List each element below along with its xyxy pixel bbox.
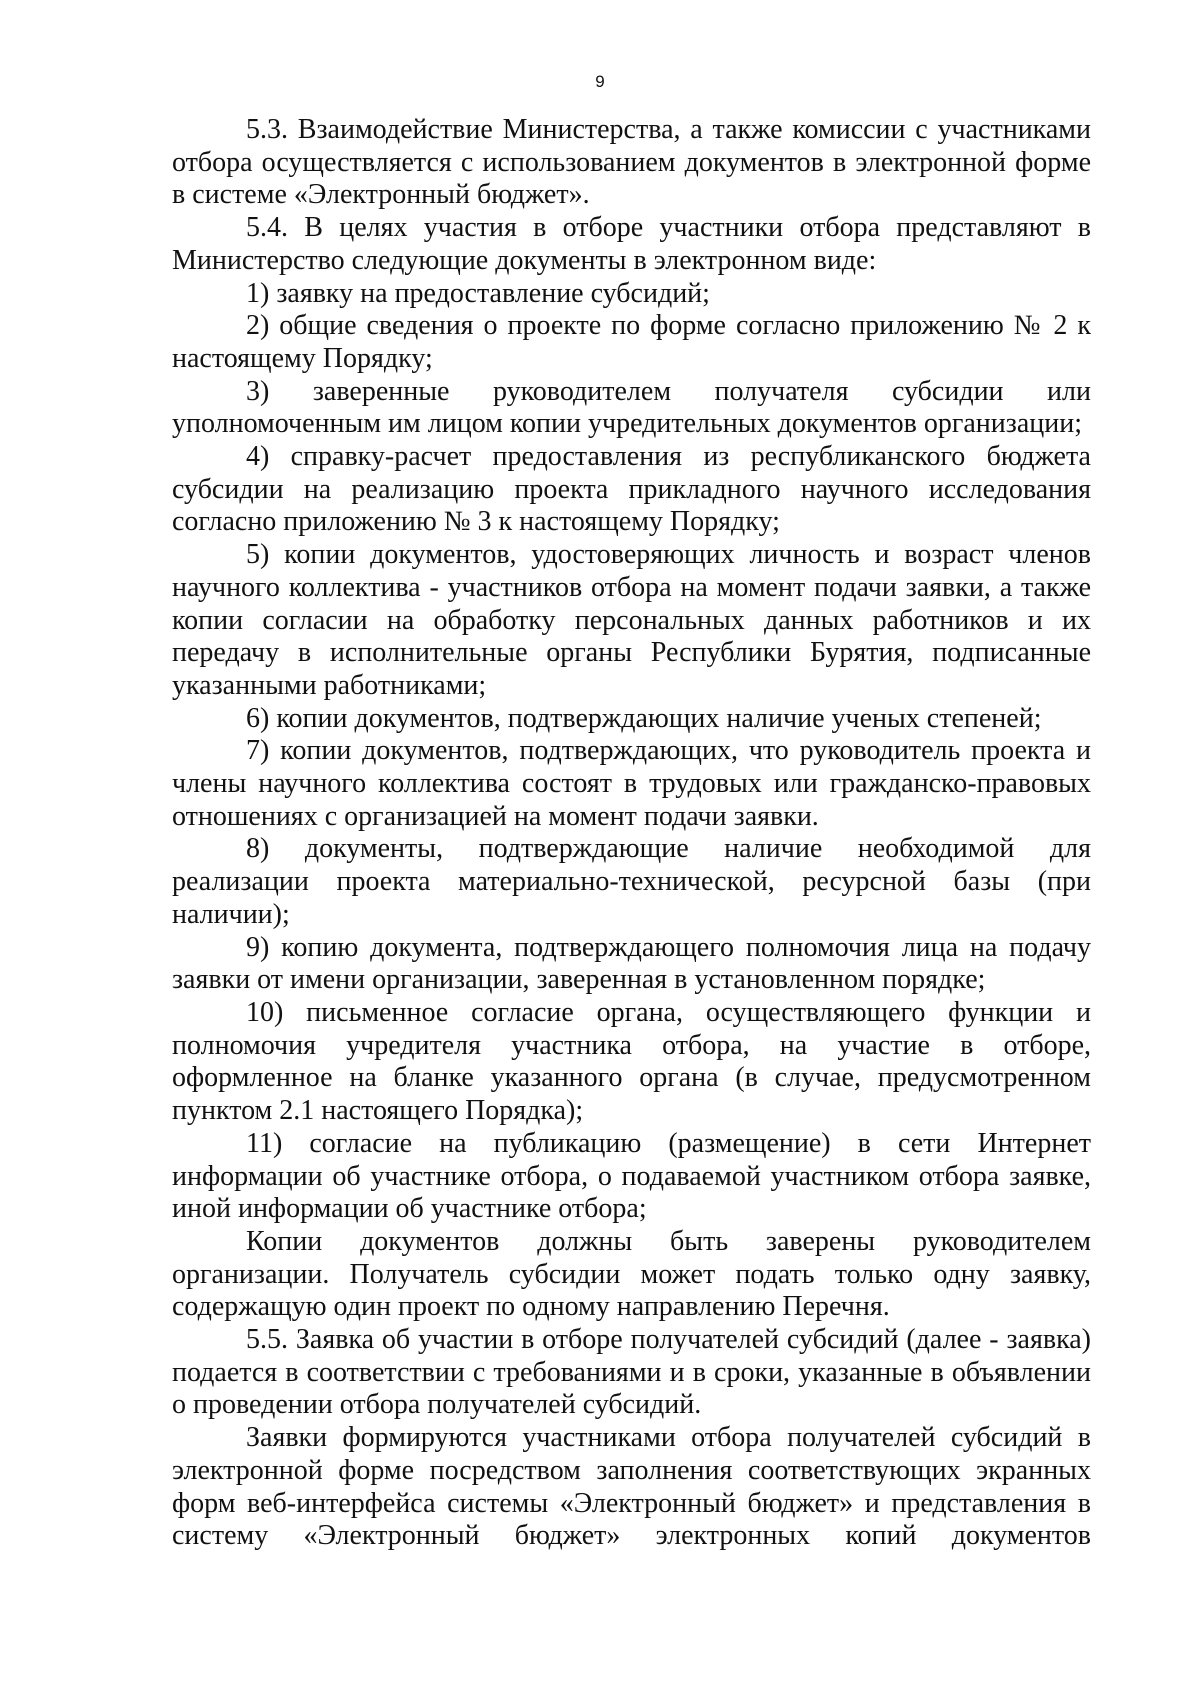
list-item-9: 9) копию документа, подтверждающего полномочия лица на подачу заявки от имени организации, заверенная в установленном порядке; <box>172 931 1091 996</box>
list-item-10: 10) письменное согласие органа, осуществляющего функции и полномочия учредителя участника отбора, на участие в отборе, оформленное на бланке указанного органа (в случае, предусмотренном пунктом 2.1 настоящего Порядка); <box>172 996 1091 1127</box>
list-item-8: 8) документы, подтверждающие наличие необходимой для реализации проекта материально-технической, ресурсной базы (при наличии); <box>172 833 1091 930</box>
list-item-4: 4) справку-расчет предоставления из республиканского бюджета субсидии на реализацию проекта прикладного научного исследования согласно приложению № 3 к настоящему Порядку; <box>172 441 1091 538</box>
page-number: 9 <box>595 72 605 91</box>
document-body <box>172 114 1091 1553</box>
list-item-5: 5) копии документов, удостоверяющих личность и возраст членов научного коллектива - участников отбора на момент подачи заявки, а также копии согласии на обработку персональных данных работников и их передачу в исполнительные органы Республики Бурятия, подписанные указанными работниками; <box>172 539 1091 701</box>
list-item-2: 2) общие сведения о проекте по форме согласно приложению № 2 к настоящему Порядку; <box>172 310 1091 374</box>
list-item-6: 6) копии документов, подтверждающих наличие ученых степеней; <box>246 702 1042 734</box>
applications-formation-paragraph: Заявки формируются участниками отбора получателей субсидий в электронной форме посредством заполнения соответствующих экранных форм веб-интерфейса системы «Электронный бюджет» и представления в систему «Электронный бюджет» электронных копий документов <box>172 1422 1091 1552</box>
copies-certification-paragraph: Копии документов должны быть заверены руководителем организации. Получатель субсидии может подать только одну заявку, содержащую один проект по одному направлению Перечня. <box>172 1225 1091 1323</box>
list-item-7: 7) копии документов, подтверждающих, что руководитель проекта и члены научного коллектива состоят в трудовых или гражданско-правовых отношениях с организацией на момент подачи заявки. <box>172 735 1091 832</box>
list-item-1: 1) заявку на предоставление субсидий; <box>246 277 710 309</box>
paragraph-5-3: 5.3. Взаимодействие Министерства, а также комиссии с участниками отбора осуществляется с использованием документов в электронной форме в системе «Электронный бюджет». <box>172 114 1091 211</box>
paragraph-5-5: 5.5. Заявка об участии в отборе получателей субсидий (далее - заявка) подается в соответствии с требованиями и в сроки, указанные в объявлении о проведении отбора получателей субсидий. <box>172 1324 1091 1421</box>
paragraph-5-4: 5.4. В целях участия в отборе участники отбора представляют в Министерство следующие документы в электронном виде: <box>172 212 1091 276</box>
list-item-11: 11) согласие на публикацию (размещение) в сети Интернет информации об участнике отбора, о подаваемой участником отбора заявке, иной информации об участнике отбора; <box>172 1127 1091 1225</box>
list-item-3: 3) заверенные руководителем получателя субсидии или уполномоченным им лицом копии учредительных документов организации; <box>172 375 1091 440</box>
